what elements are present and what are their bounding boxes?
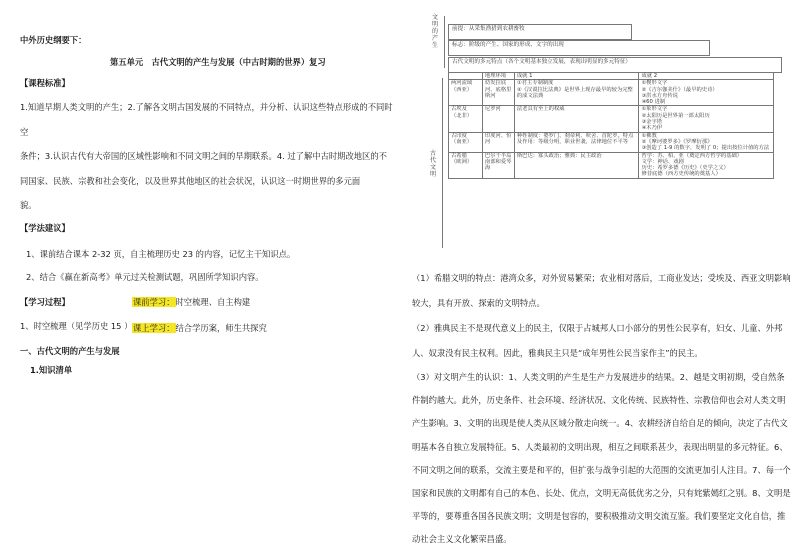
in-class-text: 结合学历案，师生共探究 [175,323,267,333]
standards-heading: 【课程标准】 [20,78,70,88]
pre-class-note [132,296,250,308]
table-header-cell [449,73,483,80]
table-header-cell: 成就 1 [514,73,639,80]
table-cell: 种姓制度：婆罗门、刹帝利、吠舍、首陀罗。特点及作用：等级分明，职业世袭，法律地位不平等 [514,132,639,152]
paragraph-line: 明基本各自独立发展特征。5、人类最初的文明出现，相互之间联系甚少，表现出明显的多元特征。6、 [412,441,788,452]
diagram-multi: 古代文明的多元特点（各个文明基本独立发展，表现出明显的多元特征） [448,57,782,73]
in-class-label: 课上学习： [133,323,175,333]
table-row [449,106,774,132]
table-cell: 巴尔干半岛南部和爱琴海 [482,152,514,178]
paragraph-line: 动社会主义文化繁荣昌盛。 [412,534,512,545]
table-row [449,132,774,152]
diagram-side-label: 文明的产生 [431,14,438,49]
standards-line: 同国家、民族、宗教和社会变化，以及世界其他地区的社会状况，认识这一时期世界的多元面 [20,175,361,186]
table-header-row [449,73,774,80]
unit-title: 第五单元 古代文明的产生与发展（中古时期的世界）复习 [110,57,326,67]
paragraph-line: 产生影响。3、文明的出现是使人类从区域分散走向统一。4、农耕经济自给自足的倾向，决定了古代文 [412,418,788,429]
table-cell: 哲学：苏、柏、亚（奠定西方哲学的基础） 文学：神话、戏剧 历史：希罗多德《历史》（史学之父） 修昔底德（西方史传统的奠基人） [639,152,774,178]
diagram-connector [442,78,443,248]
timeline-item: 1、时空梳理（见学历史 15 ） [20,321,133,331]
table-header-cell: 成就 2 [639,73,774,80]
knowledge-list-heading: 1.知识清单 [30,365,73,375]
table-cell: ①佛教 ②《摩诃婆罗多》《罗摩衍那》 ③创造了 1-9 的数字，发明了 0；提出按位计值的方法 [639,132,774,152]
table-cell: 尼罗河 [482,106,514,132]
in-class-note [132,322,267,334]
table-header-cell: 地理环境 [482,73,514,80]
pre-class-text: 时空梳理、自主构建 [175,297,251,307]
suggestion-item: 1、课前结合课本 2-32 页，自主梳理历史 23 的内容，记忆主干知识点。 [26,249,296,259]
standards-text [20,95,400,218]
paragraph-line: 人、奴隶没有民主权利。因此，雅典民主只是“成年男性公民当家作主”的民主。 [412,347,703,358]
civilization-diagram [414,0,784,250]
diagram-ancient-label: 古代文明 [429,150,436,178]
diagram-sign: 标志：阶级的产生、国家的形成、文字的出现 [448,40,710,56]
standards-line: 条件；3.认识古代有大帝国的区域性影响和不同文明之间的早期联系。4. 过了解中古时期改地区的不 [20,151,387,161]
standards-line: 貌。 [20,200,37,210]
athens-paragraph [412,316,782,365]
paragraph-line: （3）对文明产生的认识：1、人类文明的产生是生产力发展进步的结果。2、越是文明初期，受自然条 [412,372,785,382]
table-cell: 古埃及 （北非） [449,106,483,132]
diagram-premise: 前提：从采集渔猎到农耕畜牧 [448,24,632,40]
pre-class-label: 课前学习： [133,297,175,307]
table-cell: 印度河、恒河 [482,132,514,152]
civilization-understanding-paragraph [412,366,791,552]
table-cell: 斯巴达：寡头政治；雅典：民主政治 [514,152,639,178]
process-heading: 【学习过程】 [20,297,70,307]
standards-line: 1.知道早期人类文明的产生；2.了解各文明古国发展的不同特点，并分析、认识这些特点形成的不同时空 [20,102,393,137]
table-cell: ①楔形文字 ②《吉尔伽美什》（最早的史诗） ③洪水方舟传说 ④60 进制 [639,80,774,106]
greek-paragraph [412,266,791,315]
civilization-table [448,72,774,179]
paragraph-line: （1）希腊文明的特点：港湾众多，对外贸易繁荣；农业相对落后，工商业发达；受埃及、西亚文明影响 [412,273,791,283]
table-cell: 法老具有至上的权威 [514,106,639,132]
paragraph-line: （2）雅典民主不是现代意义上的民主，仅限于占城邦人口小部分的男性公民享有，妇女、儿童、外邦 [412,323,783,333]
table-cell: ①象形文字 ②太阳历是世界第一部太阳历 ③金字塔 ④木乃伊 [639,106,774,132]
table-cell: 古希腊 （欧洲） [449,152,483,178]
table-cell: ①君主专制制度 ②《汉谟拉比法典》是世界上现存最早的较为完整的成文法典 [514,80,639,106]
table-cell: 古印度 （南亚） [449,132,483,152]
top-label: 中外历史纲要下： [20,35,87,45]
paragraph-line: 较大，具有开放、探索的文明特点。 [412,297,545,308]
table-row [449,80,774,106]
paragraph-line: 国家和民族的文明都有自己的本色、长处、优点，文明无高低优劣之分，只有姹紫嫣红之别。8、文明是 [412,488,791,499]
table-cell: 两河流域 （西亚） [449,80,483,106]
paragraph-line: 不同文明之间的联系，交流主要是和平的，但扩张与战争引起的大范围的交流更加引人注目。7、每一个 [412,464,791,475]
section-heading: 一、古代文明的产生与发展 [20,346,120,356]
paragraph-line: 平等的，要尊重各国各民族文明；文明是包容的，要积极推动文明交流互鉴。我们要坚定文化自信，推 [412,511,786,522]
table-cell: 幼发拉底河、底格里斯河 [482,80,514,106]
suggestion-item: 2、结合《赢在新高考》单元过关检测试题，巩固所学知识内容。 [26,272,264,282]
suggestions-heading: 【学法建议】 [20,223,70,233]
diagram-connector [444,16,445,68]
table-row [449,152,774,178]
paragraph-line: 件制约越大。此外，历史条件、社会环境、经济状况、文化传统、民族特性、宗教信仰也会对人类文明 [412,395,786,406]
